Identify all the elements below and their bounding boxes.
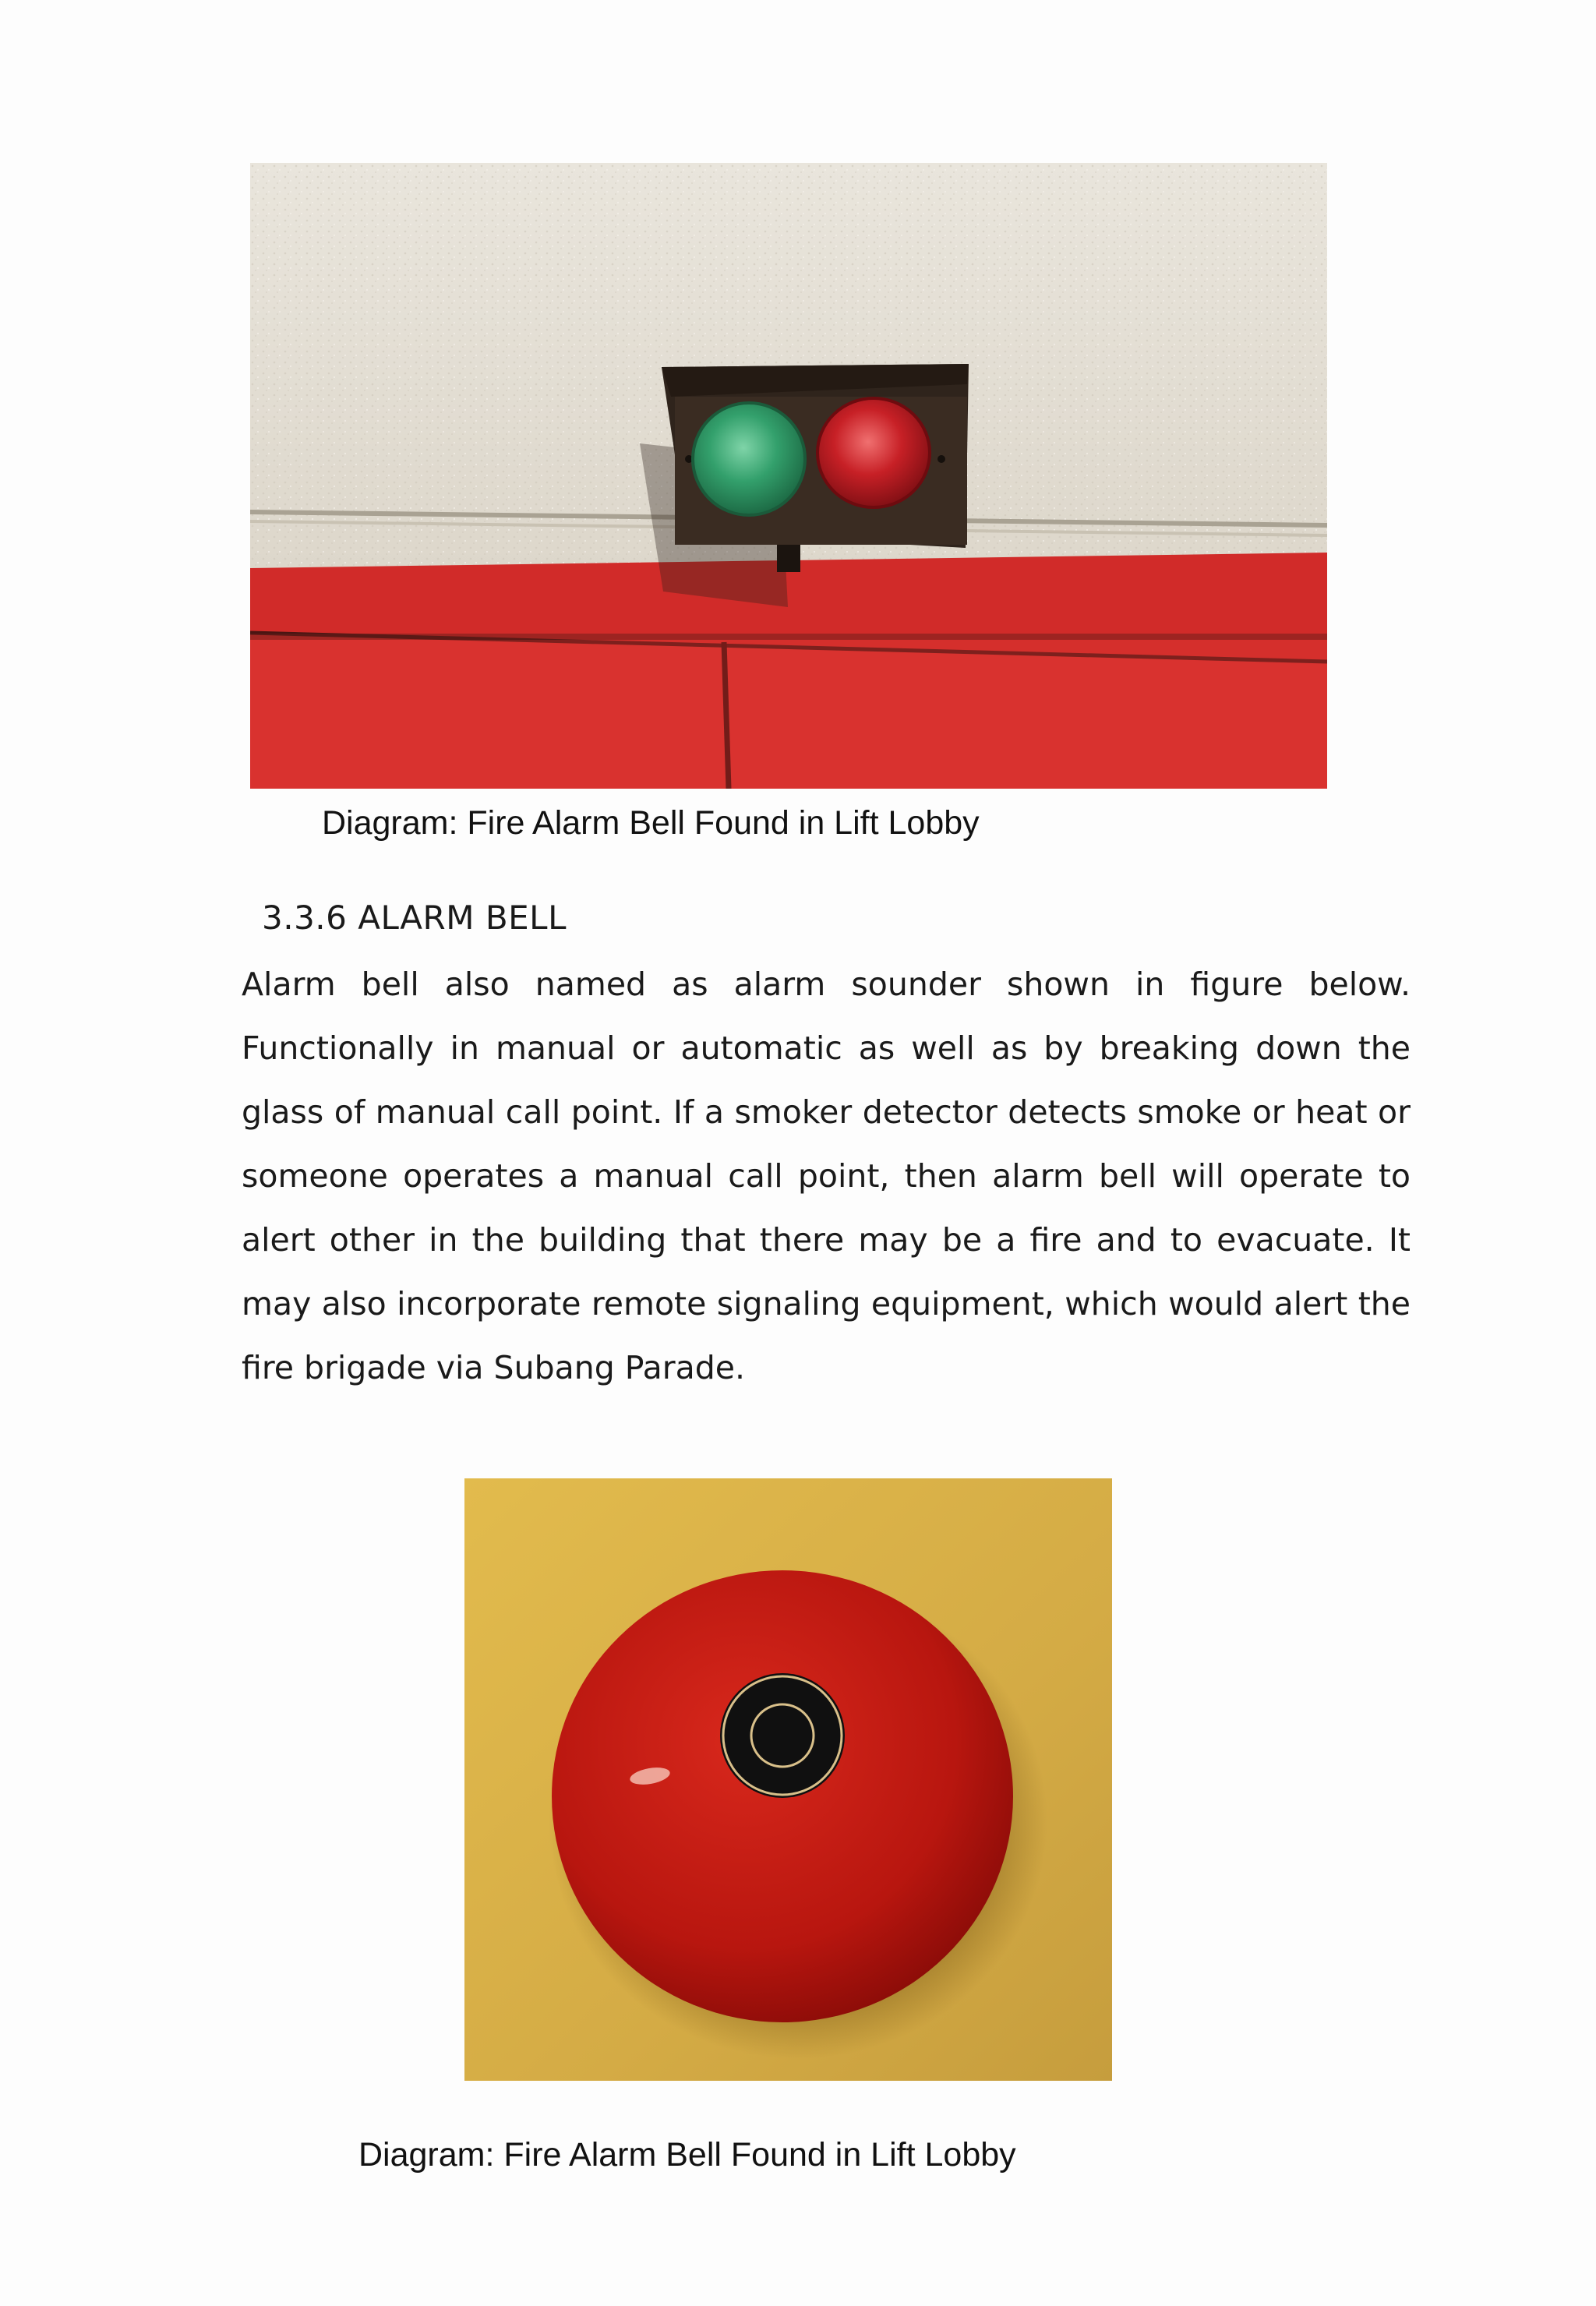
alarm-bell-photo <box>464 1478 1112 2081</box>
figure-caption: Diagram: Fire Alarm Bell Found in Lift Lobby <box>358 2136 1016 2174</box>
section-heading: 3.3.6 ALARM BELL <box>262 899 567 937</box>
indicator-lamps-photo <box>250 163 1327 789</box>
figure-caption: Diagram: Fire Alarm Bell Found in Lift Lobby <box>322 804 980 842</box>
alarm-bell-image <box>464 1478 1112 2081</box>
indicator-lamps-image <box>250 163 1327 789</box>
body-paragraph: Alarm bell also named as alarm sounder shown in figure below. Functionally in manual or automatic as well as by breaking down the glass of manual call point. If a smoker detector detects smoke or heat or someone operates a manual call point, then alarm bell will operate to alert other in the building that there may be a fire and to evacuate. It may also incorporate remote signaling equipment, which would alert the fire brigade via Subang Parade. <box>242 966 1411 1386</box>
